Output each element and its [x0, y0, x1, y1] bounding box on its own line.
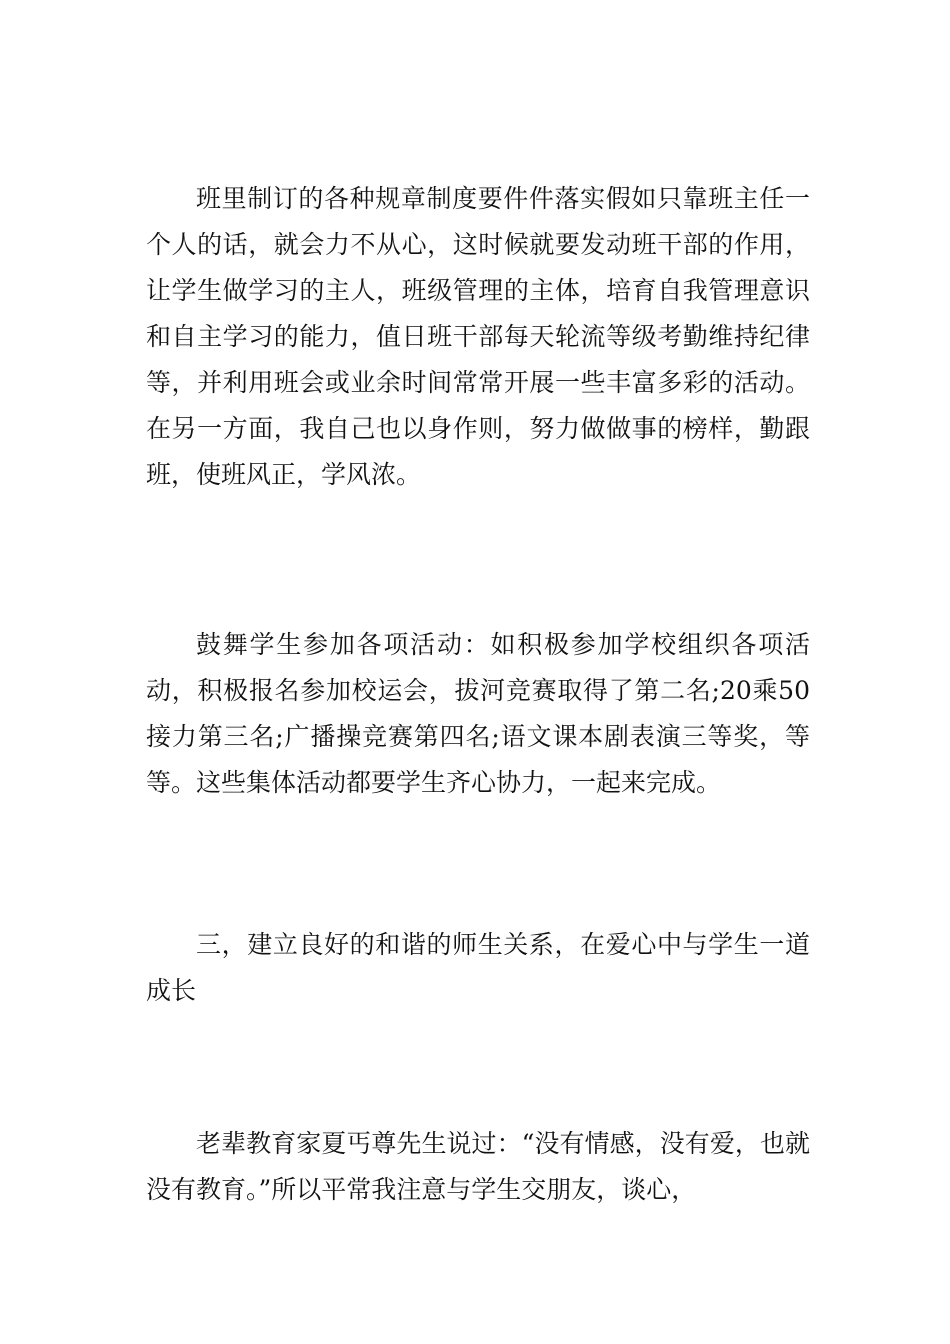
section-heading-teacher-student: 三，建立良好的和谐的师生关系，在爱心中与学生一道成长: [146, 930, 810, 1005]
paragraph-class-rules: 班里制订的各种规章制度要件件落实假如只靠班主任一个人的话，就会力不从心，这时候就要发动班干部的作用，让学生做学习的主人，班级管理的主体，培育自我管理意识和自主学习的能力，值日班干部每天轮流等级考勤维持纪律等，并利用班会或业余时间常常开展一些丰富多彩的活动。在另一方面，我自己也以身作则，努力做做事的榜样，勤跟班，使班风正，学风浓。: [146, 184, 810, 489]
paragraph-educator-quote: 老辈教育家夏丐尊先生说过：“没有情感，没有爱，也就没有教育。”所以平常我注意与学生交朋友，谈心，: [146, 1129, 810, 1204]
paragraph-activities: 鼓舞学生参加各项活动：如积极参加学校组织各项活动，积极报名参加校运会，拔河竞赛取得了第二名;20乘50接力第三名;广播操竞赛第四名;语文课本剧表演三等奖，等等。这些集体活动都要学生齐心协力，一起来完成。: [146, 630, 810, 797]
